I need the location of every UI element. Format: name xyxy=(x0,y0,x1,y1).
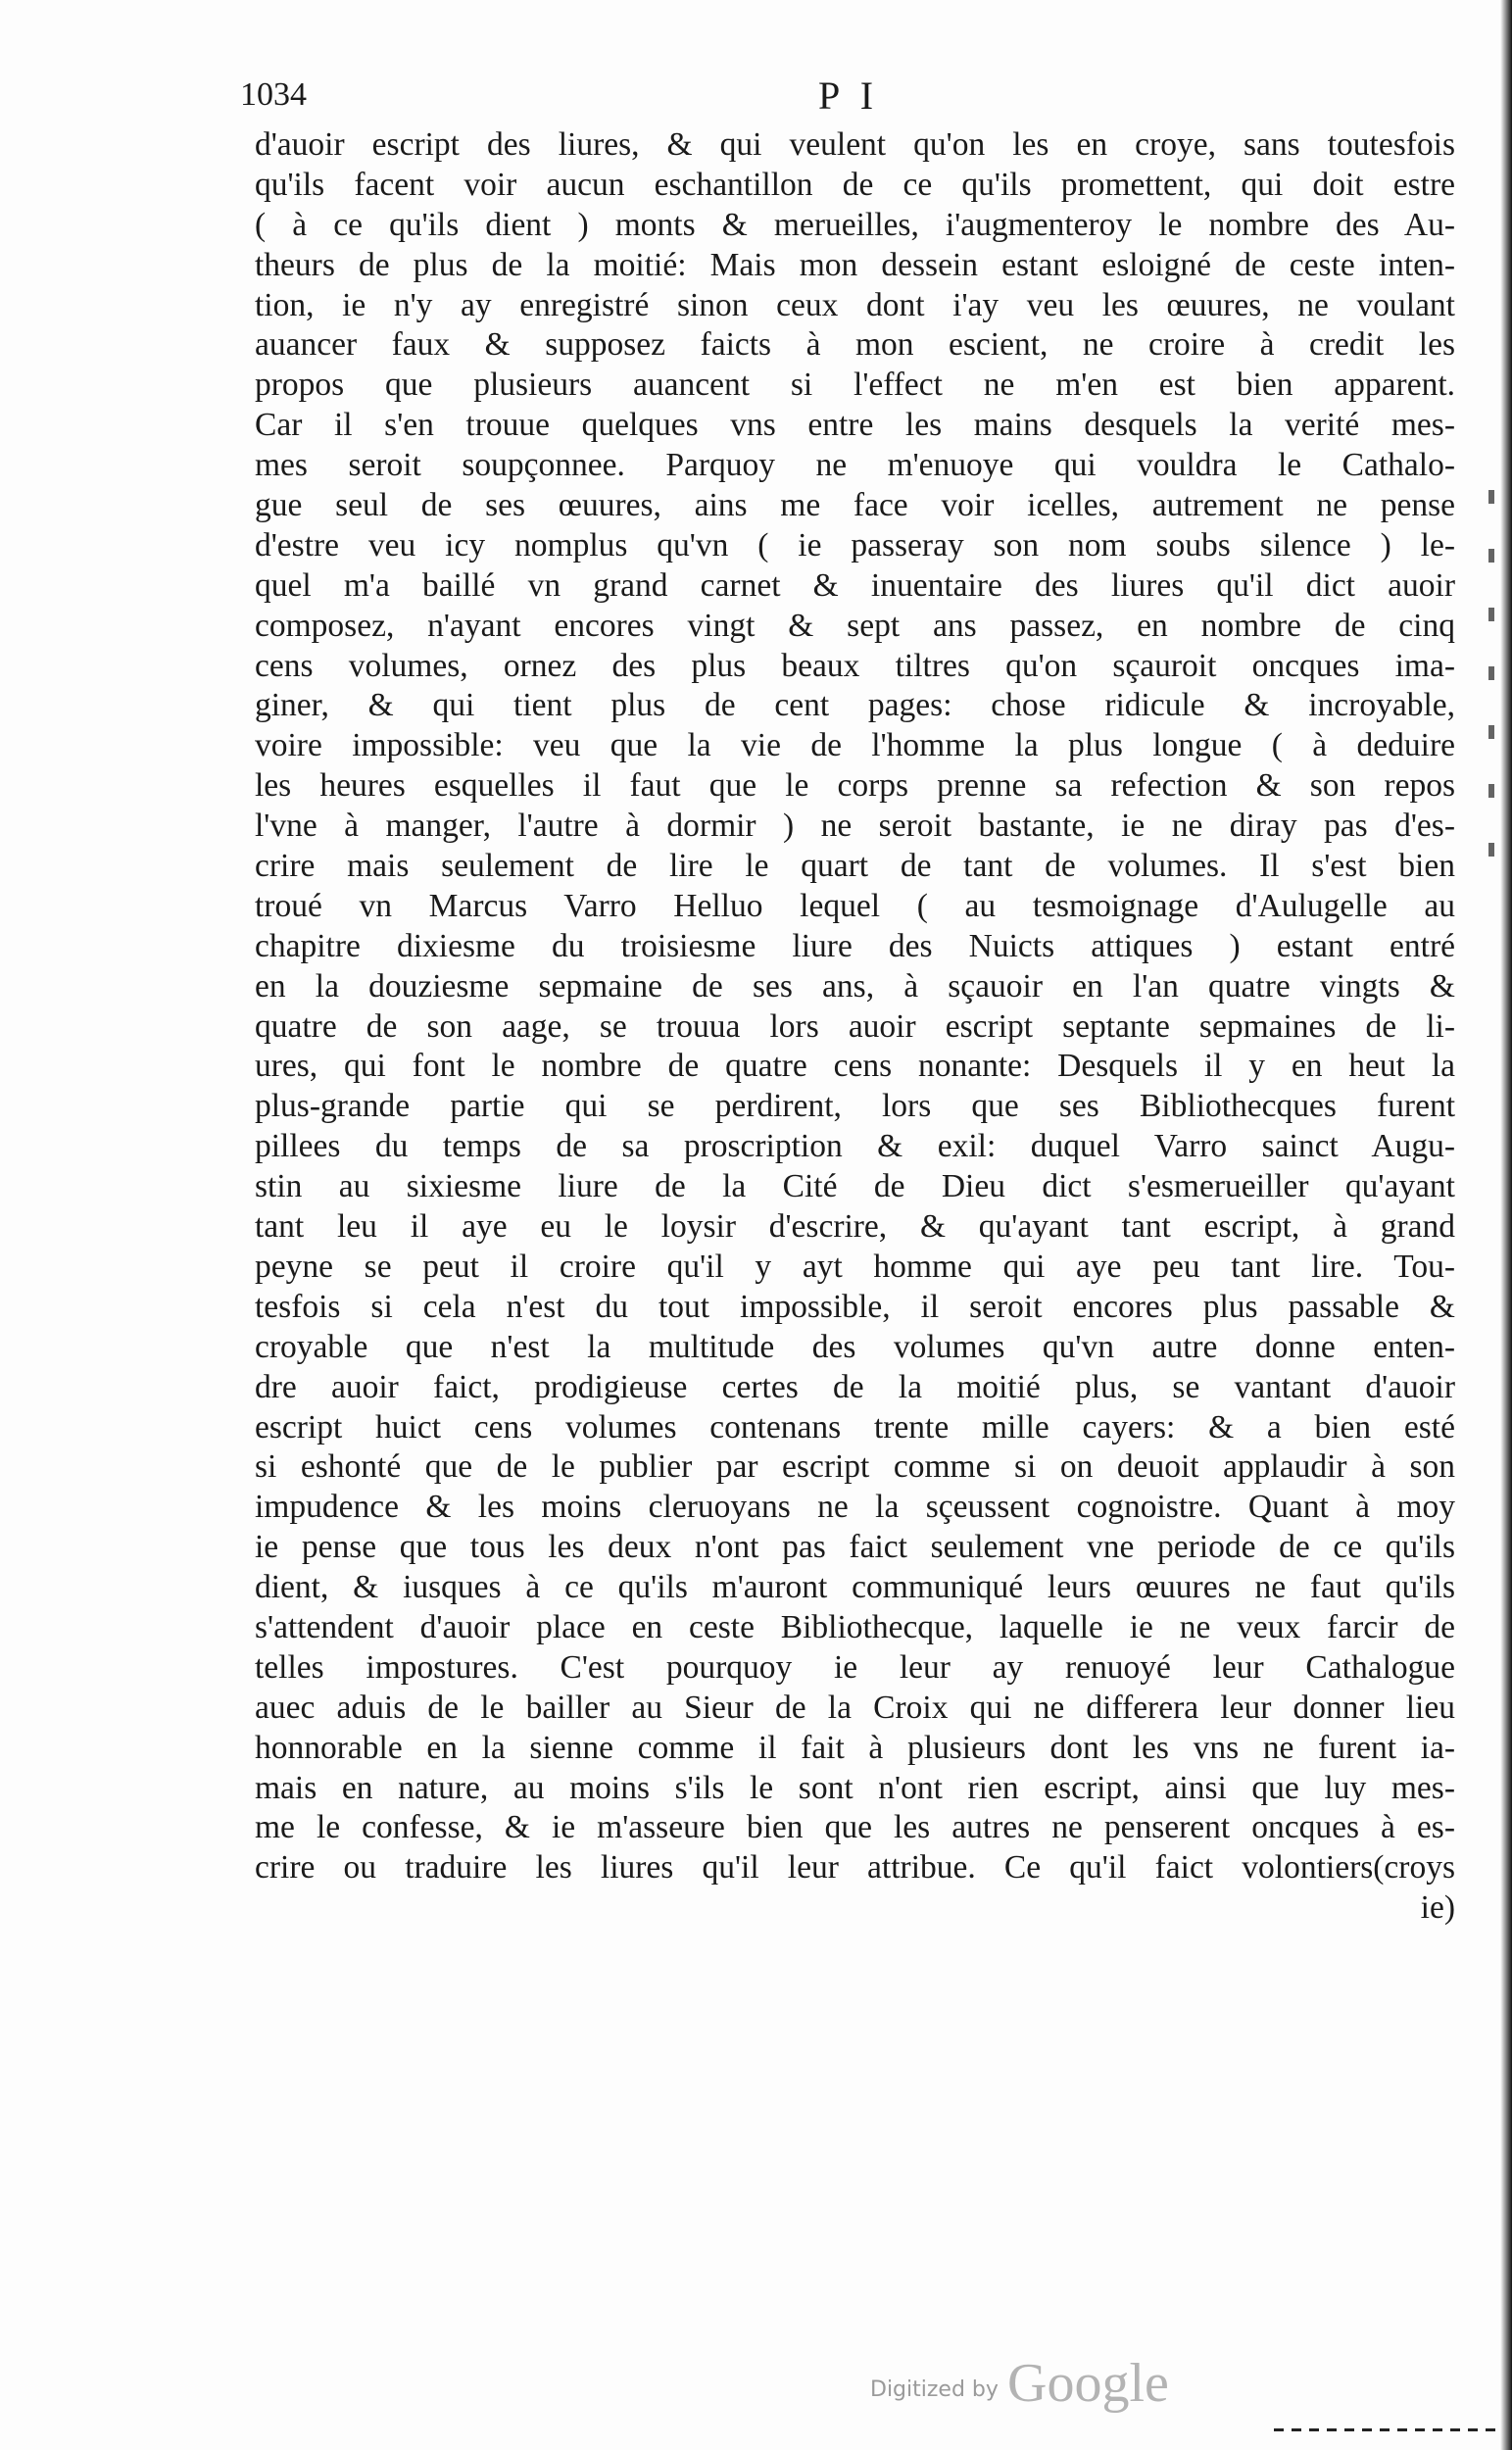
text-line: tant leu il aye eu le loysir d'escrire, & qu'ayant tant escript, à grand xyxy=(255,1208,1455,1246)
text-line: croyable que n'est la multitude des volumes qu'vn autre donne enten- xyxy=(255,1328,1455,1365)
text-line: ie) xyxy=(1420,1889,1455,1927)
text-line: ( à ce qu'ils dient ) monts & merueilles, i'augmenteroy le nombre des Au- xyxy=(255,206,1455,243)
bottom-edge-marks xyxy=(1274,2428,1499,2431)
text-line: plus-grande partie qui se perdirent, lors que ses Bibliothecques furent xyxy=(255,1088,1455,1125)
text-line: qu'ils facent voir aucun eschantillon de ce qu'ils promettent, qui doit estre xyxy=(255,166,1455,203)
text-line: crire mais seulement de lire le quart de tant de volumes. Il s'est bien xyxy=(255,848,1455,885)
text-line: d'auoir escript des liures, & qui veulent qu'on les en croye, sans toutesfois xyxy=(255,126,1455,163)
page-header xyxy=(240,76,1455,125)
text-line: mes seroit soupçonnee. Parquoy ne m'enuoye qui vouldra le Cathalo- xyxy=(255,447,1455,484)
running-head: P I xyxy=(818,74,880,118)
text-line: tesfois si cela n'est du tout impossible, il seroit encores plus passable & xyxy=(255,1288,1455,1325)
text-line: s'attendent d'auoir place en ceste Bibliothecque, laquelle ie ne veux farcir de xyxy=(255,1608,1455,1645)
text-line: auec aduis de le bailler au Sieur de la Croix qui ne differera leur donner lieu xyxy=(255,1689,1455,1726)
text-line: troué vn Marcus Varro Helluo lequel ( au tesmoignage d'Aulugelle au xyxy=(255,887,1455,924)
text-line: impudence & les moins cleruoyans ne la sçeussent cognoistre. Quant à moy xyxy=(255,1489,1455,1526)
digitized-by-label: Digitized by xyxy=(870,2377,999,2402)
page-edge-marks xyxy=(1488,490,1494,882)
body-text xyxy=(255,125,1455,1929)
text-line: theurs de plus de la moitié: Mais mon dessein estant esloigné de ceste inten- xyxy=(255,246,1455,283)
text-line: giner, & qui tient plus de cent pages: chose ridicule & incroyable, xyxy=(255,687,1455,724)
text-line: honnorable en la sienne comme il fait à plusieurs dont les vns ne furent ia- xyxy=(255,1729,1455,1766)
text-line: propos que plusieurs auancent si l'effect ne m'en est bien apparent. xyxy=(255,367,1455,404)
text-line: pillees du temps de sa proscription & exil: duquel Varro sainct Augu- xyxy=(255,1128,1455,1165)
text-line: Car il s'en trouue quelques vns entre les mains desquels la verité mes- xyxy=(255,407,1455,444)
text-line: gue seul de ses œuures, ains me face voir icelles, autrement ne pense xyxy=(255,487,1455,524)
text-line: en la douziesme sepmaine de ses ans, à sçauoir en l'an quatre vingts & xyxy=(255,967,1455,1004)
text-line: composez, n'ayant encores vingt & sept ans passez, en nombre de cinq xyxy=(255,607,1455,644)
google-logo: Google xyxy=(1007,2353,1169,2414)
text-line: auancer faux & supposez faicts à mon escient, ne croire à credit les xyxy=(255,326,1455,364)
text-line: me le confesse, & ie m'asseure bien que les autres ne penserent oncques à es- xyxy=(255,1809,1455,1846)
text-line: dient, & iusques à ce qu'ils m'auront communiqué leurs œuures ne faut qu'ils xyxy=(255,1569,1455,1606)
digitized-watermark xyxy=(870,2352,1243,2414)
text-line: si eshonté que de le publier par escript comme si on deuoit applaudir à son xyxy=(255,1448,1455,1486)
text-line: crire ou traduire les liures qu'il leur attribue. Ce qu'il faict volontiers(croys xyxy=(255,1849,1455,1886)
text-line: quatre de son aage, se trouua lors auoir escript septante sepmaines de li- xyxy=(255,1007,1455,1045)
text-line: tion, ie n'y ay enregistré sinon ceux dont i'ay veu les œuures, ne voulant xyxy=(255,286,1455,323)
text-line: mais en nature, au moins s'ils le sont n'ont rien escript, ainsi que luy mes- xyxy=(255,1769,1455,1806)
text-line: voire impossible: veu que la vie de l'homme la plus longue ( à deduire xyxy=(255,727,1455,764)
text-line: ie pense que tous les deux n'ont pas faict seulement vne periode de ce qu'ils xyxy=(255,1529,1455,1566)
text-line: ures, qui font le nombre de quatre cens nonante: Desquels il y en heut la xyxy=(255,1048,1455,1085)
text-line: peyne se peut il croire qu'il y ayt homme qui aye peu tant lire. Tou- xyxy=(255,1248,1455,1285)
text-line: chapitre dixiesme du troisiesme liure des Nuicts attiques ) estant entré xyxy=(255,927,1455,964)
text-line: les heures esquelles il faut que le corps prenne sa refection & son repos xyxy=(255,767,1455,805)
page-edge-shadow xyxy=(1500,0,1512,2450)
text-line: dre auoir faict, prodigieuse certes de la moitié plus, se vantant d'auoir xyxy=(255,1368,1455,1405)
text-line: escript huict cens volumes contenans trente mille cayers: & a bien esté xyxy=(255,1408,1455,1446)
text-line: l'vne à manger, l'autre à dormir ) ne seroit bastante, ie ne diray pas d'es- xyxy=(255,808,1455,845)
text-line: cens volumes, ornez des plus beaux tiltres qu'on sçauroit oncques ima- xyxy=(255,647,1455,684)
text-line: quel m'a baillé vn grand carnet & inuentaire des liures qu'il dict auoir xyxy=(255,566,1455,604)
text-line: d'estre veu icy nomplus qu'vn ( ie passeray son nom soubs silence ) le- xyxy=(255,526,1455,564)
page-number: 1034 xyxy=(240,76,307,113)
text-line: stin au sixiesme liure de la Cité de Dieu dict s'esmerueiller qu'ayant xyxy=(255,1168,1455,1205)
text-line: telles impostures. C'est pourquoy ie leur ay renuoyé leur Cathalogue xyxy=(255,1648,1455,1686)
